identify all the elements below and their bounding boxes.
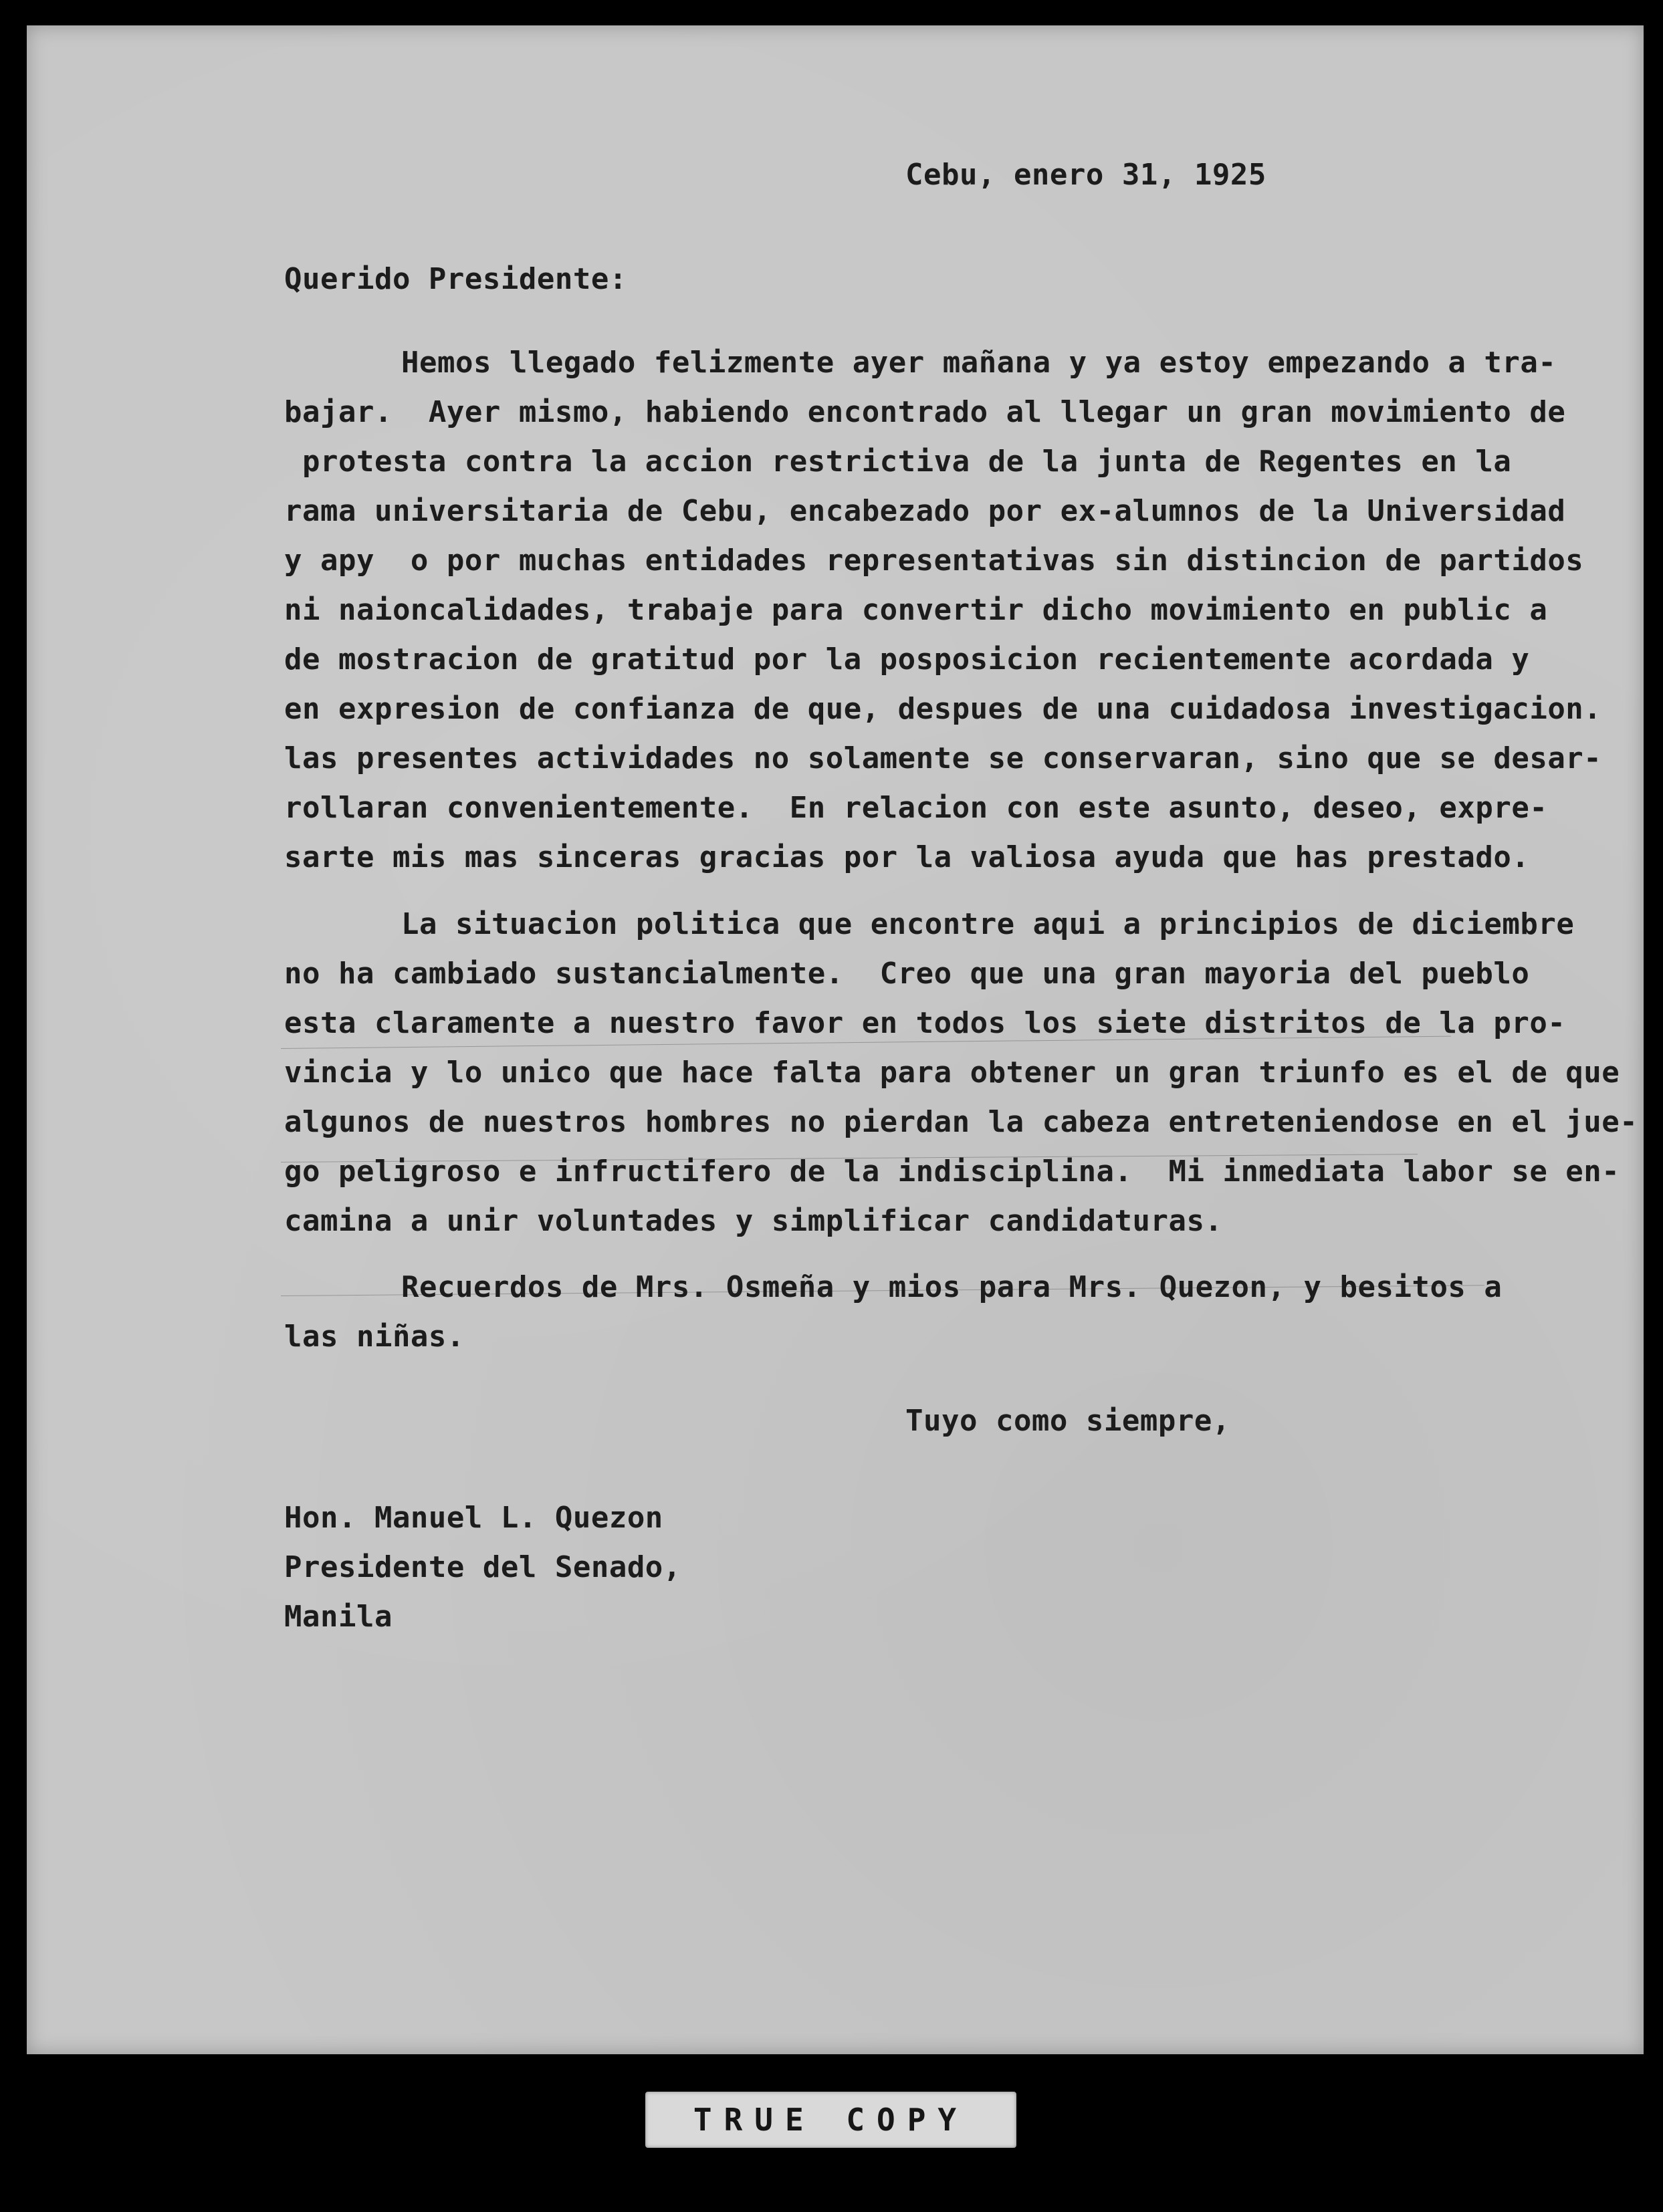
dateline: Cebu, enero 31, 1925 <box>905 158 1266 192</box>
paragraph1-line: de mostracion de gratitud por la posposicion recientemente acordada y <box>284 642 1530 677</box>
addressee-line: Manila <box>284 1600 393 1634</box>
addressee-line: Hon. Manuel L. Quezon <box>284 1501 663 1535</box>
paragraph1-line: las presentes actividades no solamente se conservaran, sino que se desar- <box>284 741 1602 775</box>
paragraph1-line: rama universitaria de Cebu, encabezado por ex-alumnos de la Universidad <box>284 494 1566 528</box>
addressee-line: Presidente del Senado, <box>284 1550 681 1584</box>
paragraph1-line: ni naioncalidades, trabaje para convertir dicho movimiento en public a <box>284 593 1548 627</box>
paragraph2-line: La situacion politica que encontre aqui a principios de diciembre <box>401 907 1575 941</box>
stamp-label: TRUE COPY <box>693 2102 969 2138</box>
paragraph2-line: algunos de nuestros hombres no pierdan la cabeza entreteniendose en el jue- <box>284 1105 1638 1139</box>
paragraph2-line: no ha cambiado sustancialmente. Creo que una gran mayoria del pueblo <box>284 957 1530 991</box>
paragraph1-line: Hemos llegado felizmente ayer mañana y ya estoy empezando a tra- <box>401 346 1557 380</box>
paragraph1-line: sarte mis mas sinceras gracias por la valiosa ayuda que has prestado. <box>284 840 1530 874</box>
true-copy-stamp <box>645 2092 1016 2148</box>
paragraph3-line: las niñas. <box>284 1320 465 1354</box>
paragraph1-line: bajar. Ayer mismo, habiendo encontrado al llegar un gran movimiento de <box>284 395 1566 429</box>
paragraph2-line: vincia y lo unico que hace falta para obtener un gran triunfo es el de que <box>284 1056 1620 1090</box>
closing: Tuyo como siempre, <box>905 1404 1230 1438</box>
paragraph3-line: Recuerdos de Mrs. Osmeña y mios para Mrs. Quezon, y besitos a <box>401 1270 1503 1304</box>
paragraph1-line: en expresion de confianza de que, despues de una cuidadosa investigacion. <box>284 692 1602 726</box>
paragraph2-line: esta claramente a nuestro favor en todos los siete distritos de la pro- <box>284 1006 1566 1040</box>
paragraph1-line: rollaran convenientemente. En relacion con este asunto, deseo, expre- <box>284 791 1548 825</box>
paragraph2-line: camina a unir voluntades y simplificar candidaturas. <box>284 1204 1223 1238</box>
paragraph1-line: protesta contra la accion restrictiva de la junta de Regentes en la <box>284 445 1512 479</box>
salutation: Querido Presidente: <box>284 262 627 296</box>
paragraph2-line: go peligroso e infructifero de la indisciplina. Mi inmediata labor se en- <box>284 1154 1620 1189</box>
paragraph1-line: y apy o por muchas entidades representativas sin distincion de partidos <box>284 543 1584 578</box>
